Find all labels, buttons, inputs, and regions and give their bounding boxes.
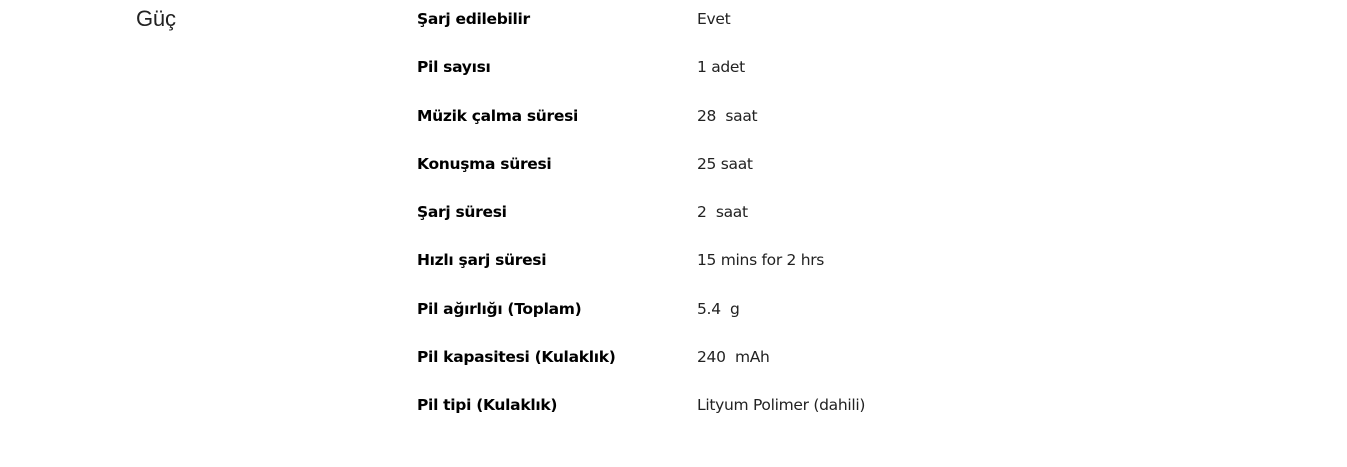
spec-row-music-playtime [417,97,1117,145]
spec-value: 5.4 g [697,299,740,318]
spec-label: Müzik çalma süresi [417,106,579,125]
spec-row-talk-time [417,145,1117,193]
spec-row-charge-time [417,193,1117,241]
spec-value: Evet [697,10,731,28]
spec-row-battery-count [417,48,1117,96]
spec-label: Pil tipi (Kulaklık) [417,396,558,415]
spec-value: 240 mAh [697,348,770,367]
spec-row-battery-type [417,386,1117,434]
spec-label: Konuşma süresi [417,154,552,173]
spec-label: Pil ağırlığı (Toplam) [417,299,582,318]
spec-label: Pil kapasitesi (Kulaklık) [417,348,616,367]
spec-label: Hızlı şarj süresi [417,251,547,270]
spec-label: Pil sayısı [417,58,491,77]
spec-value: 1 adet [697,58,745,77]
spec-row-quick-charge [417,241,1117,289]
spec-label: Şarj edilebilir [417,10,530,28]
spec-value: Lityum Polimer (dahili) [697,396,866,415]
spec-list [417,0,1117,435]
spec-value: 25 saat [697,154,753,173]
spec-row-battery-capacity [417,338,1117,386]
section-title: Güç [136,6,176,31]
spec-label: Şarj süresi [417,203,507,222]
spec-value: 15 mins for 2 hrs [697,251,825,270]
spec-value: 28 saat [697,106,758,125]
spec-value: 2 saat [697,203,748,222]
spec-row-battery-weight [417,290,1117,338]
spec-row-rechargeable [417,0,1117,48]
